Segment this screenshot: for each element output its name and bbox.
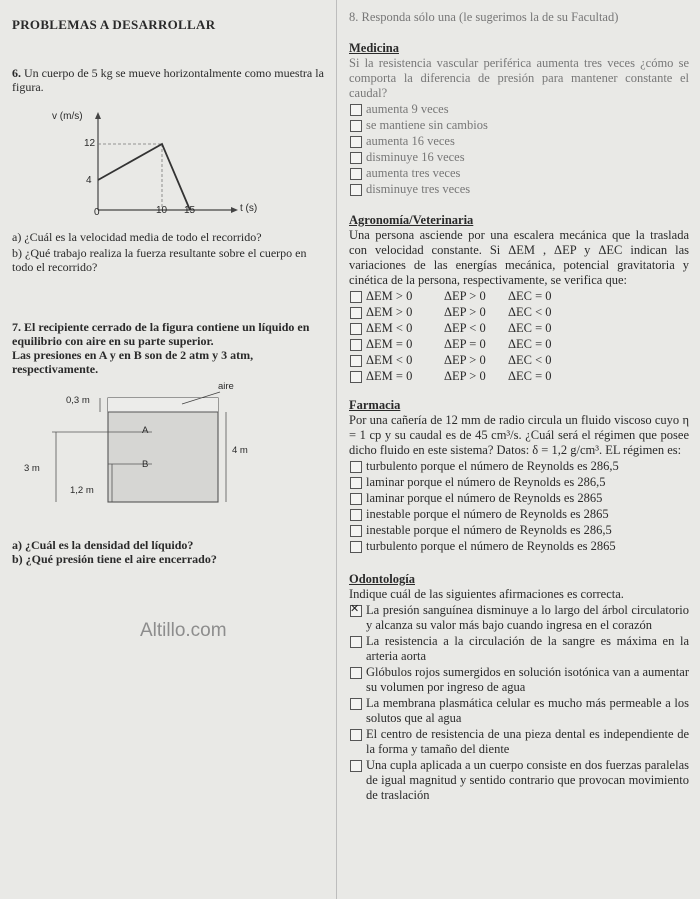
farmacia-option[interactable] [349,459,689,474]
q7-text: El recipiente cerrado de la figura contiene un líquido en equilibrio con aire en su parte superior. [12,320,310,348]
medicina-title: Medicina [349,41,399,55]
y-tick-4: 4 [86,175,92,186]
section-heading: PROBLEMAS A DESARROLLAR [12,17,216,32]
farmacia-checkbox[interactable] [350,509,362,521]
farmacia-question: Por una cañería de 12 mm de radio circula un fluido viscoso cuyo η = 1 cp y su caudal es de 45 cm³/s. ¿Cuál será el régimen que posee dicho fluido en este sistema? Datos: δ = 1,2 g/cm³. EL régimen es: [349,413,689,457]
medicina-option[interactable] [349,150,689,165]
agronomia-option-value: ΔEC = 0 [508,369,552,383]
farmacia-option-label: laminar porque el número de Reynolds es 2865 [366,491,603,505]
medicina-checkbox[interactable] [350,136,362,148]
farmacia-option[interactable] [349,523,689,538]
agronomia-checkbox[interactable] [350,371,362,383]
odontologia-option-label: La presión sanguínea disminuye a lo largo del árbol circulatorio y alcanza su valor más bajo cuando ingresa en el corazón [366,603,689,632]
tank-body [108,398,218,502]
column-divider [336,0,337,899]
question-6 [12,66,324,274]
agronomia-option[interactable] [349,353,689,368]
odontologia-option[interactable] [349,634,689,664]
odontologia-checkbox[interactable] [350,729,362,741]
medicina-checkbox[interactable] [350,168,362,180]
farmacia-option[interactable] [349,539,689,554]
farmacia-option-label: inestable porque el número de Reynolds es 286,5 [366,523,612,537]
q6-sub-b: b) ¿Qué trabajo realiza la fuerza resultante sobre el cuerpo en todo el recorrido? [12,246,307,274]
odontologia-option[interactable] [349,665,689,695]
section-medicina [349,41,689,197]
agronomia-question: Una persona asciende por una escalera mecánica que la traslada con velocidad constante. Si ΔEM , ΔEP y ΔEC indican las variaciones de las energías mecánica, potencial gravitatoria y cinética de la persona, respectivamente, se verifica que: [349,228,689,287]
q7-text2: Las presiones en A y en B son de 2 atm y 3 atm, respectivamente. [12,348,254,376]
medicina-option[interactable] [349,182,689,197]
agronomia-option-value: ΔEM > 0 [366,289,413,303]
farmacia-option-label: turbulento porque el número de Reynolds es 286,5 [366,459,619,473]
y-axis-arrow [95,112,101,119]
y-axis-label: v (m/s) [52,111,83,122]
agronomia-option-value: ΔEC = 0 [508,289,552,303]
tank-figure [12,381,322,504]
agronomia-option-values [366,305,578,320]
medicina-checkbox[interactable] [350,184,362,196]
odontologia-option-label: Glóbulos rojos sumergidos en solución isotónica van a aumentar su volumen por ingreso de agua [366,665,689,694]
odontologia-option[interactable] [349,758,689,803]
medicina-option[interactable] [349,118,689,133]
medicina-option-label: aumenta 16 veces [366,134,455,148]
medicina-option-label: aumenta tres veces [366,166,461,180]
agronomia-option-values [366,321,578,336]
medicina-checkbox[interactable] [350,152,362,164]
agronomia-option-value: ΔEP < 0 [444,321,486,335]
farmacia-checkbox[interactable] [350,493,362,505]
odontologia-checkbox[interactable] [350,698,362,710]
x-axis-label: t (s) [240,203,258,214]
air-label: aire [218,381,234,392]
right-column [349,10,689,803]
agronomia-option-value: ΔEP > 0 [444,305,486,319]
odontologia-options [349,603,689,803]
agronomia-option-value: ΔEC < 0 [508,353,552,367]
agronomia-option-value: ΔEP > 0 [444,289,486,303]
agronomia-option-values [366,353,578,368]
odontologia-option[interactable] [349,696,689,726]
point-b-label: B [142,459,149,470]
agronomia-checkbox[interactable] [350,291,362,303]
agronomia-checkbox[interactable] [350,307,362,319]
odontologia-title: Odontología [349,572,415,586]
q6-text: Un cuerpo de 5 kg se mueve horizontalmente como muestra la figura. [12,66,324,94]
medicina-option[interactable] [349,166,689,181]
agronomia-option-value: ΔEP > 0 [444,369,486,383]
q6-sub-a: a) ¿Cuál es la velocidad media de todo el recorrido? [12,230,262,244]
odontologia-option[interactable] [349,603,689,633]
dim-4m-label: 4 m [232,445,248,456]
agronomia-option-value: ΔEC = 0 [508,337,552,351]
medicina-option-label: disminuye 16 veces [366,150,465,164]
farmacia-checkbox[interactable] [350,477,362,489]
point-a-label: A [142,425,149,436]
farmacia-options [349,459,689,554]
odontologia-question: Indique cuál de las siguientes afirmaciones es correcta. [349,587,624,601]
air-space [108,398,218,412]
farmacia-option[interactable] [349,491,689,506]
agronomia-option-value: ΔEM = 0 [366,337,413,351]
medicina-question: Si la resistencia vascular periférica aumenta tres veces ¿cómo se comporta la diferencia de presión para mantener constante el caudal? [349,56,689,100]
agronomia-option[interactable] [349,305,689,320]
agronomia-option-value: ΔEP > 0 [444,353,486,367]
agronomia-options [349,289,689,384]
dim-0-3m-label: 0,3 m [66,395,90,406]
x-tick-10: 10 [156,205,168,216]
agronomia-option-value: ΔEM > 0 [366,305,413,319]
farmacia-option-label: inestable porque el número de Reynolds es 2865 [366,507,609,521]
velocity-time-graph [12,102,312,220]
q8-heading: 8. Responda sólo una (le sugerimos la de su Facultad) [349,10,619,24]
farmacia-option[interactable] [349,475,689,490]
farmacia-option[interactable] [349,507,689,522]
x-axis-arrow [231,207,238,213]
agronomia-option-values [366,369,578,384]
agronomia-option-values [366,289,578,304]
agronomia-option[interactable] [349,337,689,352]
agronomia-option[interactable] [349,369,689,384]
medicina-option[interactable] [349,102,689,117]
agronomia-option[interactable] [349,289,689,304]
medicina-options [349,102,689,197]
medicina-option-label: se mantiene sin cambios [366,118,488,132]
farmacia-title: Farmacia [349,398,401,412]
q6-number: 6. [12,66,21,80]
odontologia-option-label: Una cupla aplicada a un cuerpo consiste en dos fuerzas paralelas de igual magnitud y sentido contrario que provocan movimiento de traslación [366,758,689,802]
odontologia-checkbox[interactable] [350,636,362,648]
odontologia-checkbox[interactable] [350,760,362,772]
farmacia-checkbox[interactable] [350,525,362,537]
agronomia-checkbox[interactable] [350,323,362,335]
section-farmacia [349,398,689,554]
farmacia-checkbox[interactable] [350,461,362,473]
odontologia-option[interactable] [349,727,689,757]
medicina-checkbox[interactable] [350,104,362,116]
medicina-option[interactable] [349,134,689,149]
section-odontologia [349,572,689,803]
q7-sub-b: b) ¿Qué presión tiene el aire encerrado? [12,552,217,566]
velocity-line [98,144,190,210]
section-agronomia [349,213,689,384]
x-tick-15: 15 [184,205,196,216]
odontologia-option-label: La membrana plasmática celular es mucho más permeable a los solutos que al agua [366,696,689,725]
medicina-checkbox[interactable] [350,120,362,132]
odontologia-checkbox[interactable] [350,605,362,617]
agronomia-option-value: ΔEM < 0 [366,321,413,335]
agronomia-option-values [366,337,578,352]
agronomia-option[interactable] [349,321,689,336]
dim-1-2m-label: 1,2 m [70,485,94,496]
y-tick-12: 12 [84,138,96,149]
farmacia-option-label: turbulento porque el número de Reynolds es 2865 [366,539,616,553]
watermark: Altillo.com [140,620,227,641]
agronomia-checkbox[interactable] [350,339,362,351]
farmacia-option-label: laminar porque el número de Reynolds es 286,5 [366,475,606,489]
agronomia-option-value: ΔEM < 0 [366,353,413,367]
q7-number: 7. [12,320,21,334]
left-column [12,12,324,566]
agronomia-option-value: ΔEC = 0 [508,321,552,335]
dim-3m-label: 3 m [24,463,40,474]
x-tick-0: 0 [94,207,100,218]
medicina-option-label: disminuye tres veces [366,182,471,196]
agronomia-option-value: ΔEM = 0 [366,369,413,383]
farmacia-checkbox[interactable] [350,541,362,553]
odontologia-option-label: El centro de resistencia de una pieza dental es independiente de la forma y tamaño del diente [366,727,689,756]
odontologia-checkbox[interactable] [350,667,362,679]
question-7 [12,320,324,566]
agronomia-title: Agronomía/Veterinaria [349,213,474,227]
agronomia-checkbox[interactable] [350,355,362,367]
medicina-option-label: aumenta 9 veces [366,102,449,116]
agronomia-option-value: ΔEC < 0 [508,305,552,319]
tank-svg [12,384,322,504]
q7-sub-a: a) ¿Cuál es la densidad del líquido? [12,538,194,552]
agronomia-option-value: ΔEP = 0 [444,337,486,351]
odontologia-option-label: La resistencia a la circulación de la sangre es máxima en la arteria aorta [366,634,689,663]
